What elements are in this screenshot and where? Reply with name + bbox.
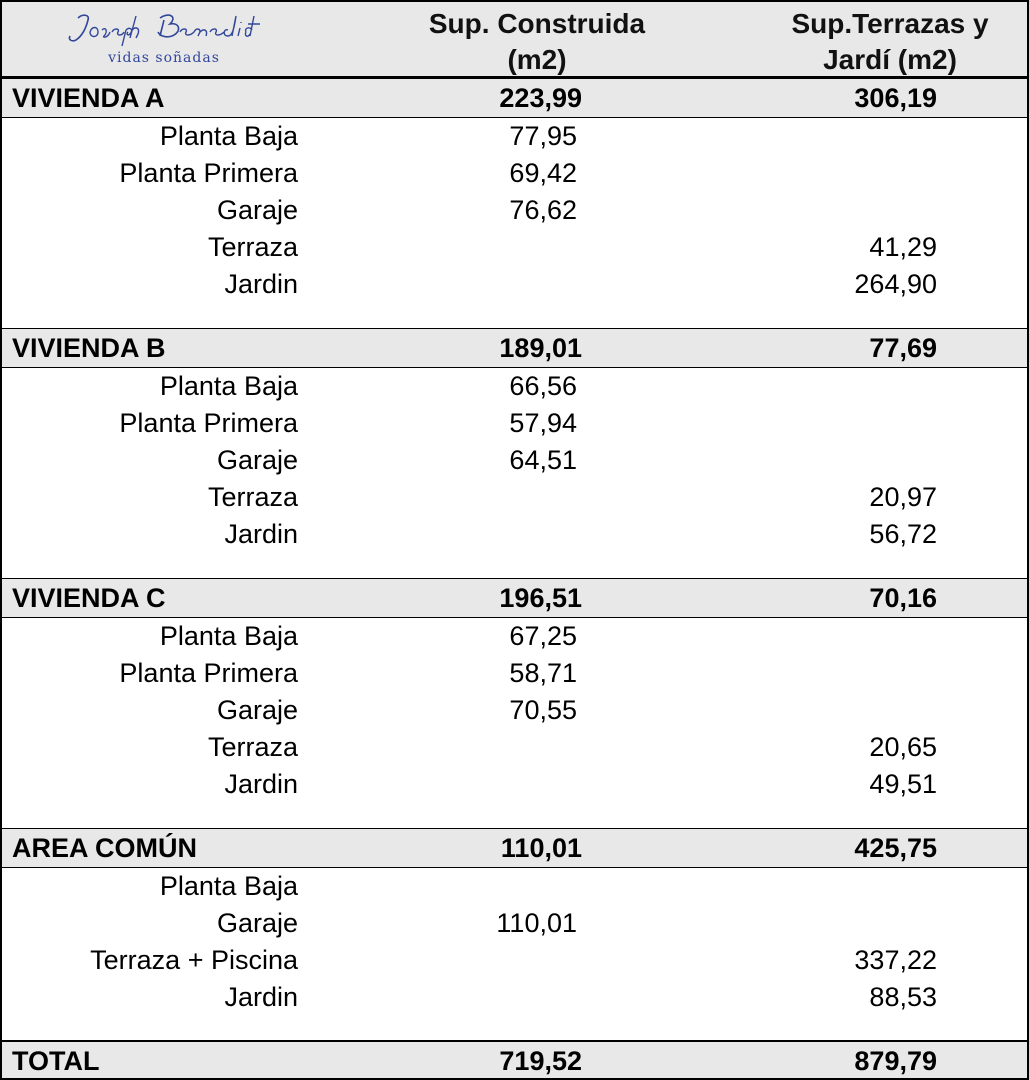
section-name: VIVIENDA B	[12, 333, 166, 363]
table-row	[2, 405, 1027, 442]
section-outdoor-total: 306,19	[854, 83, 937, 113]
signature-logo	[64, 6, 264, 50]
table-row	[2, 192, 1027, 229]
table-row	[2, 229, 1027, 266]
row-label: Terraza + Piscina	[90, 945, 298, 975]
column-header-outdoor-line1: Sup.Terrazas y	[791, 8, 989, 39]
table-header	[2, 0, 1027, 78]
row-built: 77,95	[509, 121, 577, 151]
row-built: 57,94	[509, 408, 577, 438]
section-outdoor-total: 425,75	[854, 833, 937, 863]
row-outdoor: 264,90	[854, 269, 937, 299]
section-built-total: 223,99	[499, 83, 582, 113]
table-row	[2, 368, 1027, 405]
total-built: 719,52	[499, 1046, 582, 1076]
row-outdoor: 41,29	[869, 232, 937, 262]
row-outdoor: 88,53	[869, 982, 937, 1012]
row-label: Garaje	[216, 695, 298, 725]
table-row	[2, 905, 1027, 942]
table-row	[2, 655, 1027, 692]
row-label: Terraza	[207, 482, 298, 512]
row-outdoor: 49,51	[869, 769, 937, 799]
table-row	[2, 729, 1027, 766]
section-built-total: 110,01	[500, 833, 582, 863]
section-header-vivienda-c	[2, 578, 1027, 618]
row-outdoor: 20,65	[869, 732, 937, 762]
section-outdoor-total: 70,16	[869, 583, 937, 613]
row-outdoor: 337,22	[854, 945, 937, 975]
row-label: Jardin	[224, 982, 298, 1012]
section-name: AREA COMÚN	[12, 833, 197, 863]
row-built: 58,71	[509, 658, 577, 688]
section-name: VIVIENDA A	[12, 83, 165, 113]
row-built: 69,42	[509, 158, 577, 188]
total-row	[2, 1040, 1027, 1080]
row-built: 64,51	[509, 445, 577, 475]
logo-tagline: vidas soñadas	[108, 50, 220, 66]
row-outdoor: 56,72	[869, 519, 937, 549]
row-label: Planta Baja	[159, 621, 298, 651]
table-row	[2, 479, 1027, 516]
column-header-outdoor	[750, 6, 1029, 78]
row-label: Planta Primera	[119, 658, 298, 688]
row-label: Jardin	[224, 769, 298, 799]
table-row	[2, 942, 1027, 979]
column-header-built-line1: Sup. Construida	[428, 8, 646, 39]
row-built: 67,25	[509, 621, 577, 651]
column-header-outdoor-line2: Jardí (m2)	[823, 44, 957, 75]
row-label: Planta Baja	[159, 371, 298, 401]
table-row	[2, 516, 1027, 553]
row-label: Terraza	[207, 232, 298, 262]
table-row	[2, 692, 1027, 729]
table-row	[2, 266, 1027, 303]
total-label: TOTAL	[12, 1046, 100, 1076]
row-label: Planta Baja	[159, 871, 298, 901]
row-label: Garaje	[216, 195, 298, 225]
table-row	[2, 442, 1027, 479]
table-row	[2, 868, 1027, 905]
row-built: 70,55	[509, 695, 577, 725]
row-label: Terraza	[207, 732, 298, 762]
column-header-built	[397, 6, 677, 78]
section-header-area-comun	[2, 828, 1027, 868]
section-name: VIVIENDA C	[12, 583, 166, 613]
section-built-total: 189,01	[499, 333, 582, 363]
section-header-vivienda-a	[2, 78, 1027, 118]
row-built: 76,62	[509, 195, 577, 225]
section-built-total: 196,51	[499, 583, 582, 613]
row-built: 66,56	[509, 371, 577, 401]
section-header-vivienda-b	[2, 328, 1027, 368]
table-row	[2, 118, 1027, 155]
table-row	[2, 766, 1027, 803]
brand-logo	[64, 6, 264, 72]
row-label: Planta Primera	[119, 158, 298, 188]
total-outdoor: 879,79	[854, 1046, 937, 1076]
row-label: Planta Primera	[119, 408, 298, 438]
row-label: Planta Baja	[159, 121, 298, 151]
row-label: Jardin	[224, 519, 298, 549]
section-outdoor-total: 77,69	[869, 333, 937, 363]
row-label: Garaje	[216, 445, 298, 475]
row-label: Jardin	[224, 269, 298, 299]
row-built: 110,01	[496, 908, 577, 938]
column-header-built-line2: (m2)	[507, 44, 567, 75]
table-row	[2, 155, 1027, 192]
row-label: Garaje	[216, 908, 298, 938]
row-outdoor: 20,97	[869, 482, 937, 512]
table-row	[2, 979, 1027, 1016]
table-row	[2, 618, 1027, 655]
